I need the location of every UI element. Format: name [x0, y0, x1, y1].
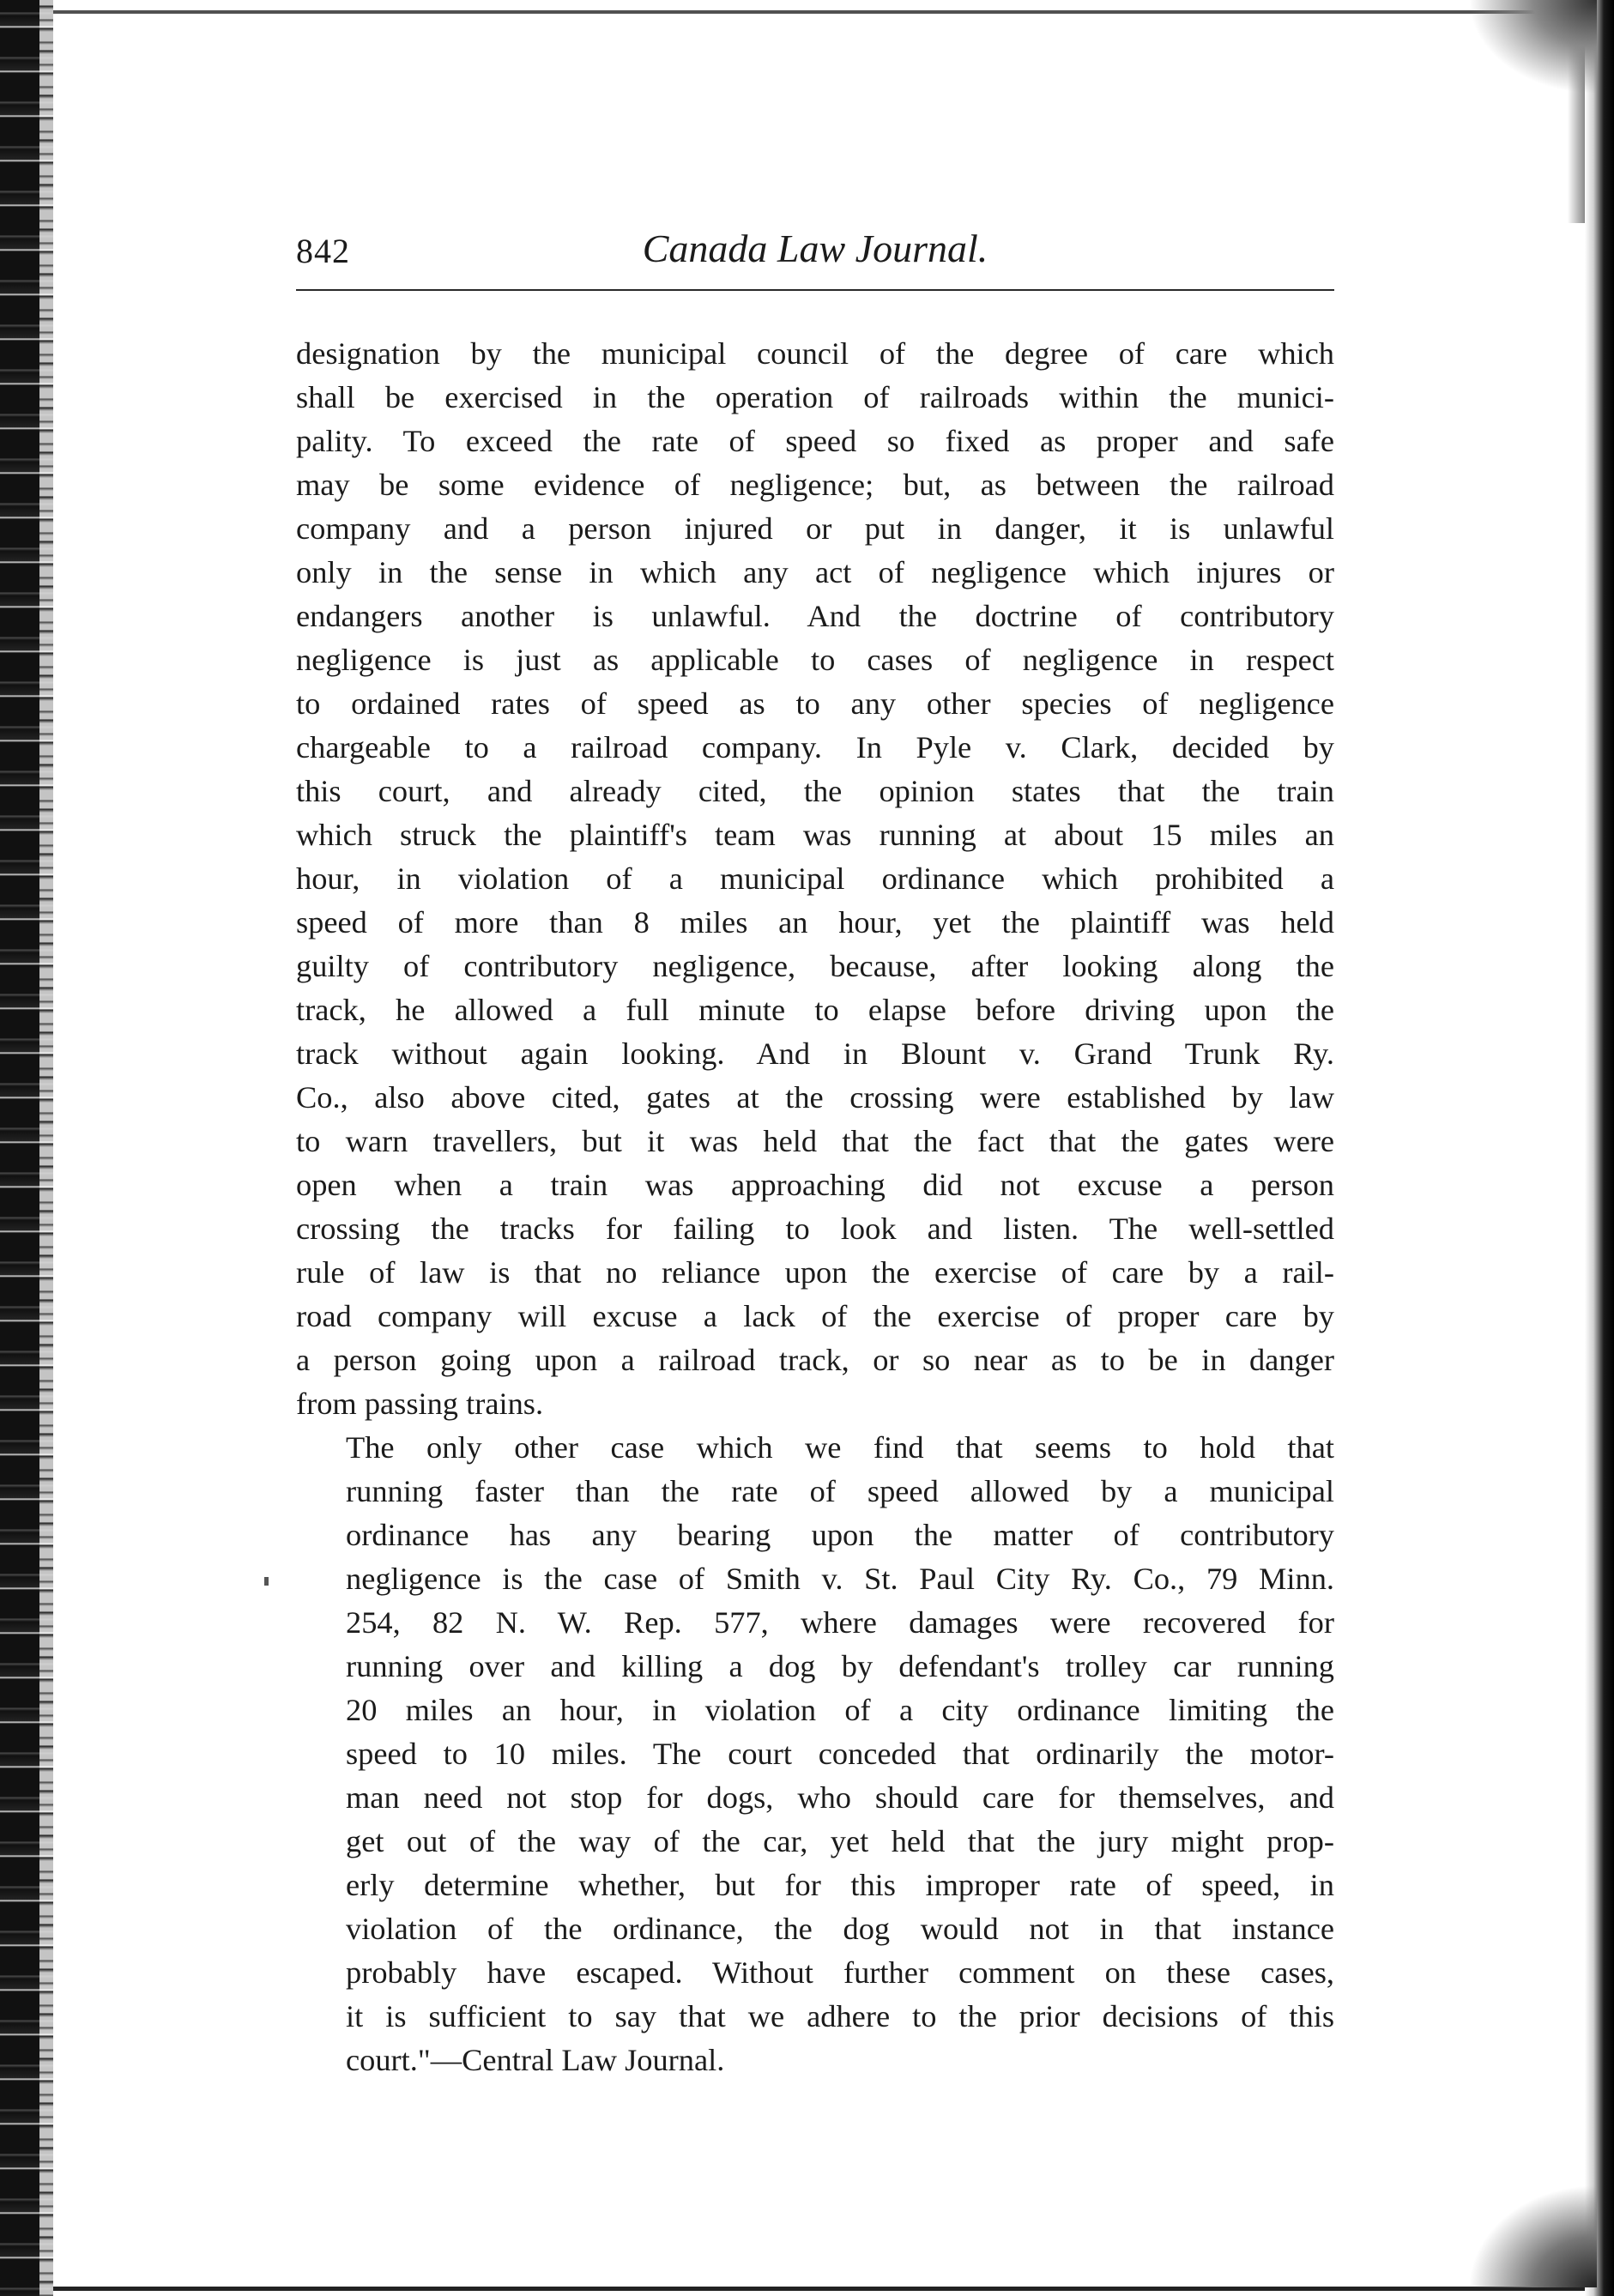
text-line: ordinance has any bearing upon the matter of contributory: [346, 1518, 1334, 1552]
text-line: erly determine whether, but for this improper rate of speed, in: [346, 1868, 1334, 1902]
running-head: [296, 219, 1334, 287]
scan-bottom-edge: [53, 2287, 1585, 2291]
stray-ink-mark: [264, 1577, 269, 1586]
article-body: [296, 332, 1334, 2082]
text-line: 254, 82 N. W. Rep. 577, where damages were recovered for: [346, 1605, 1334, 1640]
text-line: get out of the way of the car, yet held that the jury might prop-: [346, 1824, 1334, 1858]
journal-title: Canada Law Journal.: [642, 227, 988, 270]
paragraph-2: [296, 1426, 1334, 2082]
text-line: hour, in violation of a municipal ordinance which prohibited a: [296, 861, 1334, 896]
scan-right-edge: [1585, 0, 1614, 2296]
text-line: open when a train was approaching did not excuse a person: [296, 1168, 1334, 1202]
text-line: probably have escaped. Without further comment on these cases,: [346, 1955, 1334, 1990]
text-line: crossing the tracks for failing to look and listen. The well-settled: [296, 1211, 1334, 1246]
text-line: from passing trains.: [296, 1387, 544, 1421]
text-line: speed of more than 8 miles an hour, yet the plaintiff was held: [296, 905, 1334, 940]
text-line: this court, and already cited, the opinion states that the train: [296, 774, 1334, 808]
text-line: it is sufficient to say that we adhere to the prior decisions of this: [346, 1999, 1334, 2033]
text-line: man need not stop for dogs, who should care for themselves, and: [346, 1780, 1334, 1815]
text-line: to ordained rates of speed as to any other species of negligence: [296, 686, 1334, 721]
text-line: only in the sense in which any act of negligence which injures or: [296, 555, 1334, 589]
text-line: road company will excuse a lack of the exercise of proper care by: [296, 1299, 1334, 1333]
journal-page: [296, 219, 1334, 2082]
text-line: guilty of contributory negligence, because, after looking along the: [296, 949, 1334, 983]
paragraph-1: [296, 332, 1334, 1426]
header-rule: [296, 289, 1334, 291]
text-line: 20 miles an hour, in violation of a city ordinance limiting the: [346, 1693, 1334, 1727]
text-line: running over and killing a dog by defendant's trolley car running: [346, 1649, 1334, 1683]
text-line: may be some evidence of negligence; but, as between the railroad: [296, 468, 1334, 502]
text-line: Co., also above cited, gates at the crossing were established by law: [296, 1080, 1334, 1115]
scan-corner-top-right: [1468, 0, 1597, 94]
text-line: pality. To exceed the rate of speed so fixed as proper and safe: [296, 424, 1334, 458]
text-line: court."—Central Law Journal.: [346, 2043, 725, 2077]
text-line: running faster than the rate of speed allowed by a municipal: [346, 1474, 1334, 1508]
text-line: negligence is the case of Smith v. St. Paul City Ry. Co., 79 Minn.: [346, 1562, 1334, 1596]
scan-corner-bottom-right: [1468, 2184, 1597, 2287]
text-line: designation by the municipal council of the degree of care which: [296, 336, 1334, 371]
text-line: a person going upon a railroad track, or so near as to be in danger: [296, 1343, 1334, 1377]
text-line: speed to 10 miles. The court conceded that ordinarily the motor-: [346, 1737, 1334, 1771]
text-line: which struck the plaintiff's team was running at about 15 miles an: [296, 818, 1334, 852]
text-line: endangers another is unlawful. And the doctrine of contributory: [296, 599, 1334, 633]
text-line: shall be exercised in the operation of railroads within the munici-: [296, 380, 1334, 414]
text-line: violation of the ordinance, the dog would not in that instance: [346, 1912, 1334, 1946]
text-line: track without again looking. And in Blount v. Grand Trunk Ry.: [296, 1036, 1334, 1071]
scan-top-edge: [53, 10, 1585, 14]
text-line: track, he allowed a full minute to elapse before driving upon the: [296, 993, 1334, 1027]
text-line: negligence is just as applicable to cases of negligence in respect: [296, 643, 1334, 677]
text-line: rule of law is that no reliance upon the exercise of care by a rail-: [296, 1255, 1334, 1290]
page-number: 842: [296, 232, 350, 270]
text-line: to warn travellers, but it was held that the fact that the gates were: [296, 1124, 1334, 1158]
text-line: company and a person injured or put in danger, it is unlawful: [296, 511, 1334, 546]
text-line: The only other case which we find that seems to hold that: [346, 1430, 1334, 1465]
scan-binding-texture: [39, 0, 53, 2296]
text-line: chargeable to a railroad company. In Pyle v. Clark, decided by: [296, 730, 1334, 764]
